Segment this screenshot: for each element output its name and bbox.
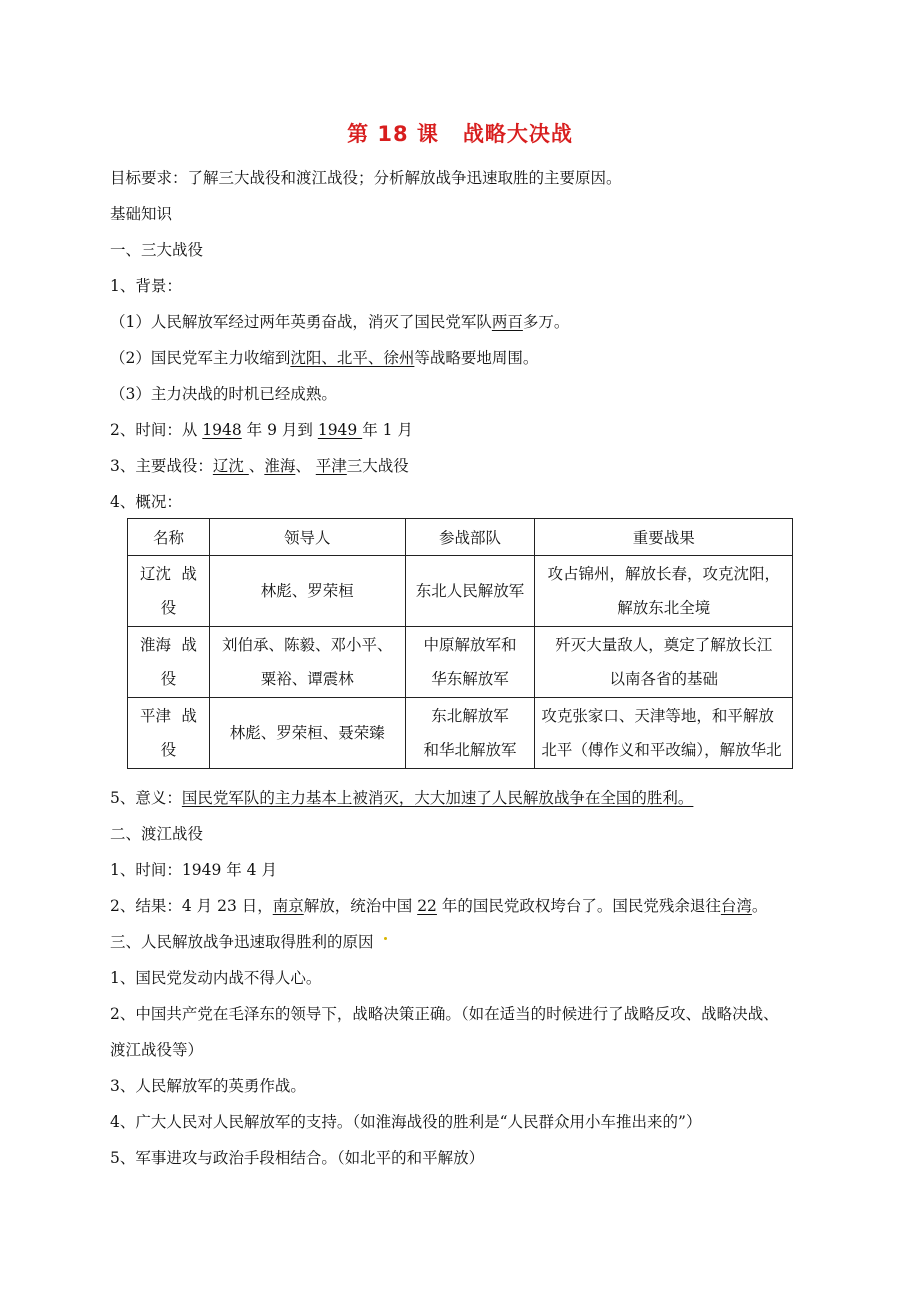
overview-heading: 4、概况： — [110, 493, 182, 511]
battle-troops: 东北人民解放军 — [405, 556, 535, 627]
battle-result: 歼灭大量敌人，奠定了解放长江 以南各省的基础 — [535, 627, 793, 698]
battle-leaders: 林彪、罗荣桓、聂荣臻 — [209, 698, 405, 769]
header-troops: 参战部队 — [405, 519, 535, 556]
background-item-3: （3）主力决战的时机已经成熟。 — [110, 385, 337, 403]
battle-result: 攻克张家口、天津等地，和平解放 北平（傅作义和平改编），解放华北 — [535, 698, 793, 769]
battles-table — [127, 518, 793, 769]
reason-2: 2、中国共产党在毛泽东的领导下，战略决策正确。（如在适当的时候进行了战略反攻、战略决战、 — [110, 1005, 779, 1023]
table-header-row — [128, 519, 793, 556]
battle-troops: 中原解放军和 华东解放军 — [405, 627, 535, 698]
section2-heading: 二、渡江战役 — [110, 825, 204, 843]
battle-name: 淮海 战 役 — [128, 627, 210, 698]
lesson-topic: 战略大决战 — [462, 122, 573, 146]
header-results: 重要战果 — [535, 519, 793, 556]
marker-dot — [384, 937, 387, 940]
table-row — [128, 556, 793, 627]
section1-heading: 一、三大战役 — [110, 241, 204, 259]
battle-troops: 东北解放军 和华北解放军 — [405, 698, 535, 769]
section3-heading: 三、人民解放战争迅速取得胜利的原因 — [110, 933, 374, 951]
background-item-2: （2）国民党军主力收缩到沈阳、北平、徐州等战略要地周围。 — [110, 349, 539, 367]
battle-name: 辽沈 战 役 — [128, 556, 210, 627]
objectives: 目标要求：了解三大战役和渡江战役；分析解放战争迅速取胜的主要原因。 — [110, 169, 622, 187]
main-battles-line: 3、主要战役：辽沈 、淮海、 平津三大战役 — [110, 457, 409, 475]
crossing-result: 2、结果：4 月 23 日，南京解放，统治中国 22 年的国民党政权垮台了。国民党残余退往台湾。 — [110, 897, 768, 915]
reason-2-continued: 渡江战役等） — [110, 1041, 204, 1059]
significance-line: 5、意义：国民党军队的主力基本上被消灭，大大加速了人民解放战争在全国的胜利。 — [110, 789, 694, 807]
basics-heading: 基础知识 — [110, 205, 173, 223]
reason-5: 5、军事进攻与政治手段相结合。（如北平的和平解放） — [110, 1149, 485, 1167]
table-row — [128, 698, 793, 769]
time-line: 2、时间：从 1948 年 9 月到 1949 年 1 月 — [110, 421, 413, 439]
header-name: 名称 — [128, 519, 210, 556]
reason-3: 3、人民解放军的英勇作战。 — [110, 1077, 306, 1095]
reason-1: 1、国民党发动内战不得人心。 — [110, 969, 322, 987]
lesson-number: 第 18 课 — [347, 122, 439, 146]
reason-4: 4、广大人民对人民解放军的支持。（如淮海战役的胜利是“人民群众用小车推出来的”） — [110, 1113, 702, 1131]
battle-leaders: 刘伯承、陈毅、邓小平、 粟裕、谭震林 — [209, 627, 405, 698]
page-title — [0, 118, 920, 148]
battle-result: 攻占锦州，解放长春，攻克沈阳， 解放东北全境 — [535, 556, 793, 627]
header-leaders: 领导人 — [209, 519, 405, 556]
table-row — [128, 627, 793, 698]
crossing-time: 1、时间：1949 年 4 月 — [110, 861, 277, 879]
background-item-1: （1）人民解放军经过两年英勇奋战，消灭了国民党军队两百多万。 — [110, 313, 570, 331]
battle-leaders: 林彪、罗荣桓 — [209, 556, 405, 627]
battle-name: 平津 战 役 — [128, 698, 210, 769]
background-heading: 1、背景： — [110, 277, 182, 295]
